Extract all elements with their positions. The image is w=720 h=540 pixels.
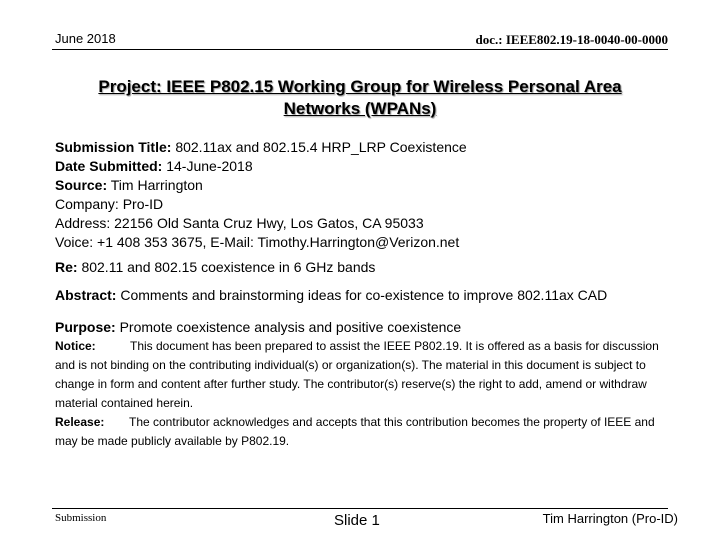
date-submitted-line [55, 157, 675, 176]
address-line: Address: 22156 Old Santa Cruz Hwy, Los Gatos, CA 95033 [55, 215, 424, 231]
notice-label: Notice: [55, 339, 96, 353]
date-submitted-value: 14-June-2018 [166, 158, 253, 174]
purpose-line [55, 318, 675, 337]
abstract-line [55, 286, 675, 305]
submission-title-line [55, 138, 675, 157]
notice-paragraph [55, 337, 675, 413]
abstract-label: Abstract: [55, 287, 117, 303]
voice-line: Voice: +1 408 353 3675, E-Mail: Timothy.Harrington@Verizon.net [55, 234, 460, 250]
footer-submission: Submission [55, 512, 107, 524]
source-label: Source: [55, 177, 108, 193]
abstract-value: Comments and brainstorming ideas for co-existence to improve 802.11ax CAD [120, 287, 608, 303]
page-title: Project: IEEE P802.15 Working Group for Wireless Personal Area Networks (WPANs) [98, 77, 622, 118]
release-label: Release: [55, 415, 105, 429]
release-paragraph [55, 413, 675, 451]
submission-title-value: 802.11ax and 802.15.4 HRP_LRP Coexistence [175, 139, 467, 155]
release-text: The contributor acknowledges and accepts that this contribution becomes the property of IEEE and may be made publicly available by P802.19. [55, 415, 655, 448]
purpose-label: Purpose: [55, 319, 116, 335]
submission-title-label: Submission Title: [55, 139, 172, 155]
re-label: Re: [55, 259, 78, 275]
re-line [55, 258, 675, 277]
source-line [55, 176, 675, 195]
document-id: doc.: IEEE802.19-18-0040-00-0000 [475, 32, 668, 47]
date-submitted-label: Date Submitted: [55, 158, 163, 174]
footer-author: Tim Harrington (Pro-ID) [542, 511, 678, 526]
slide-number: Slide 1 [334, 512, 380, 529]
notice-text: This document has been prepared to assist the IEEE P802.19. It is offered as a basis for discussion and is not binding on the contributing individual(s) or organization(s). The material in this document is subject to change in form and content after further study. The contributor(s) reserve(s) the right to add, amend or withdraw material contained herein. [55, 339, 659, 410]
slide-body [55, 138, 675, 451]
re-value: 802.11 and 802.15 coexistence in 6 GHz bands [81, 259, 376, 275]
footer-divider [52, 508, 668, 509]
header-date: June 2018 [55, 31, 116, 46]
purpose-value: Promote coexistence analysis and positive coexistence [119, 319, 462, 335]
source-value: Tim Harrington [110, 177, 203, 193]
company-line: Company: Pro-ID [55, 196, 164, 212]
header-divider [52, 49, 668, 50]
